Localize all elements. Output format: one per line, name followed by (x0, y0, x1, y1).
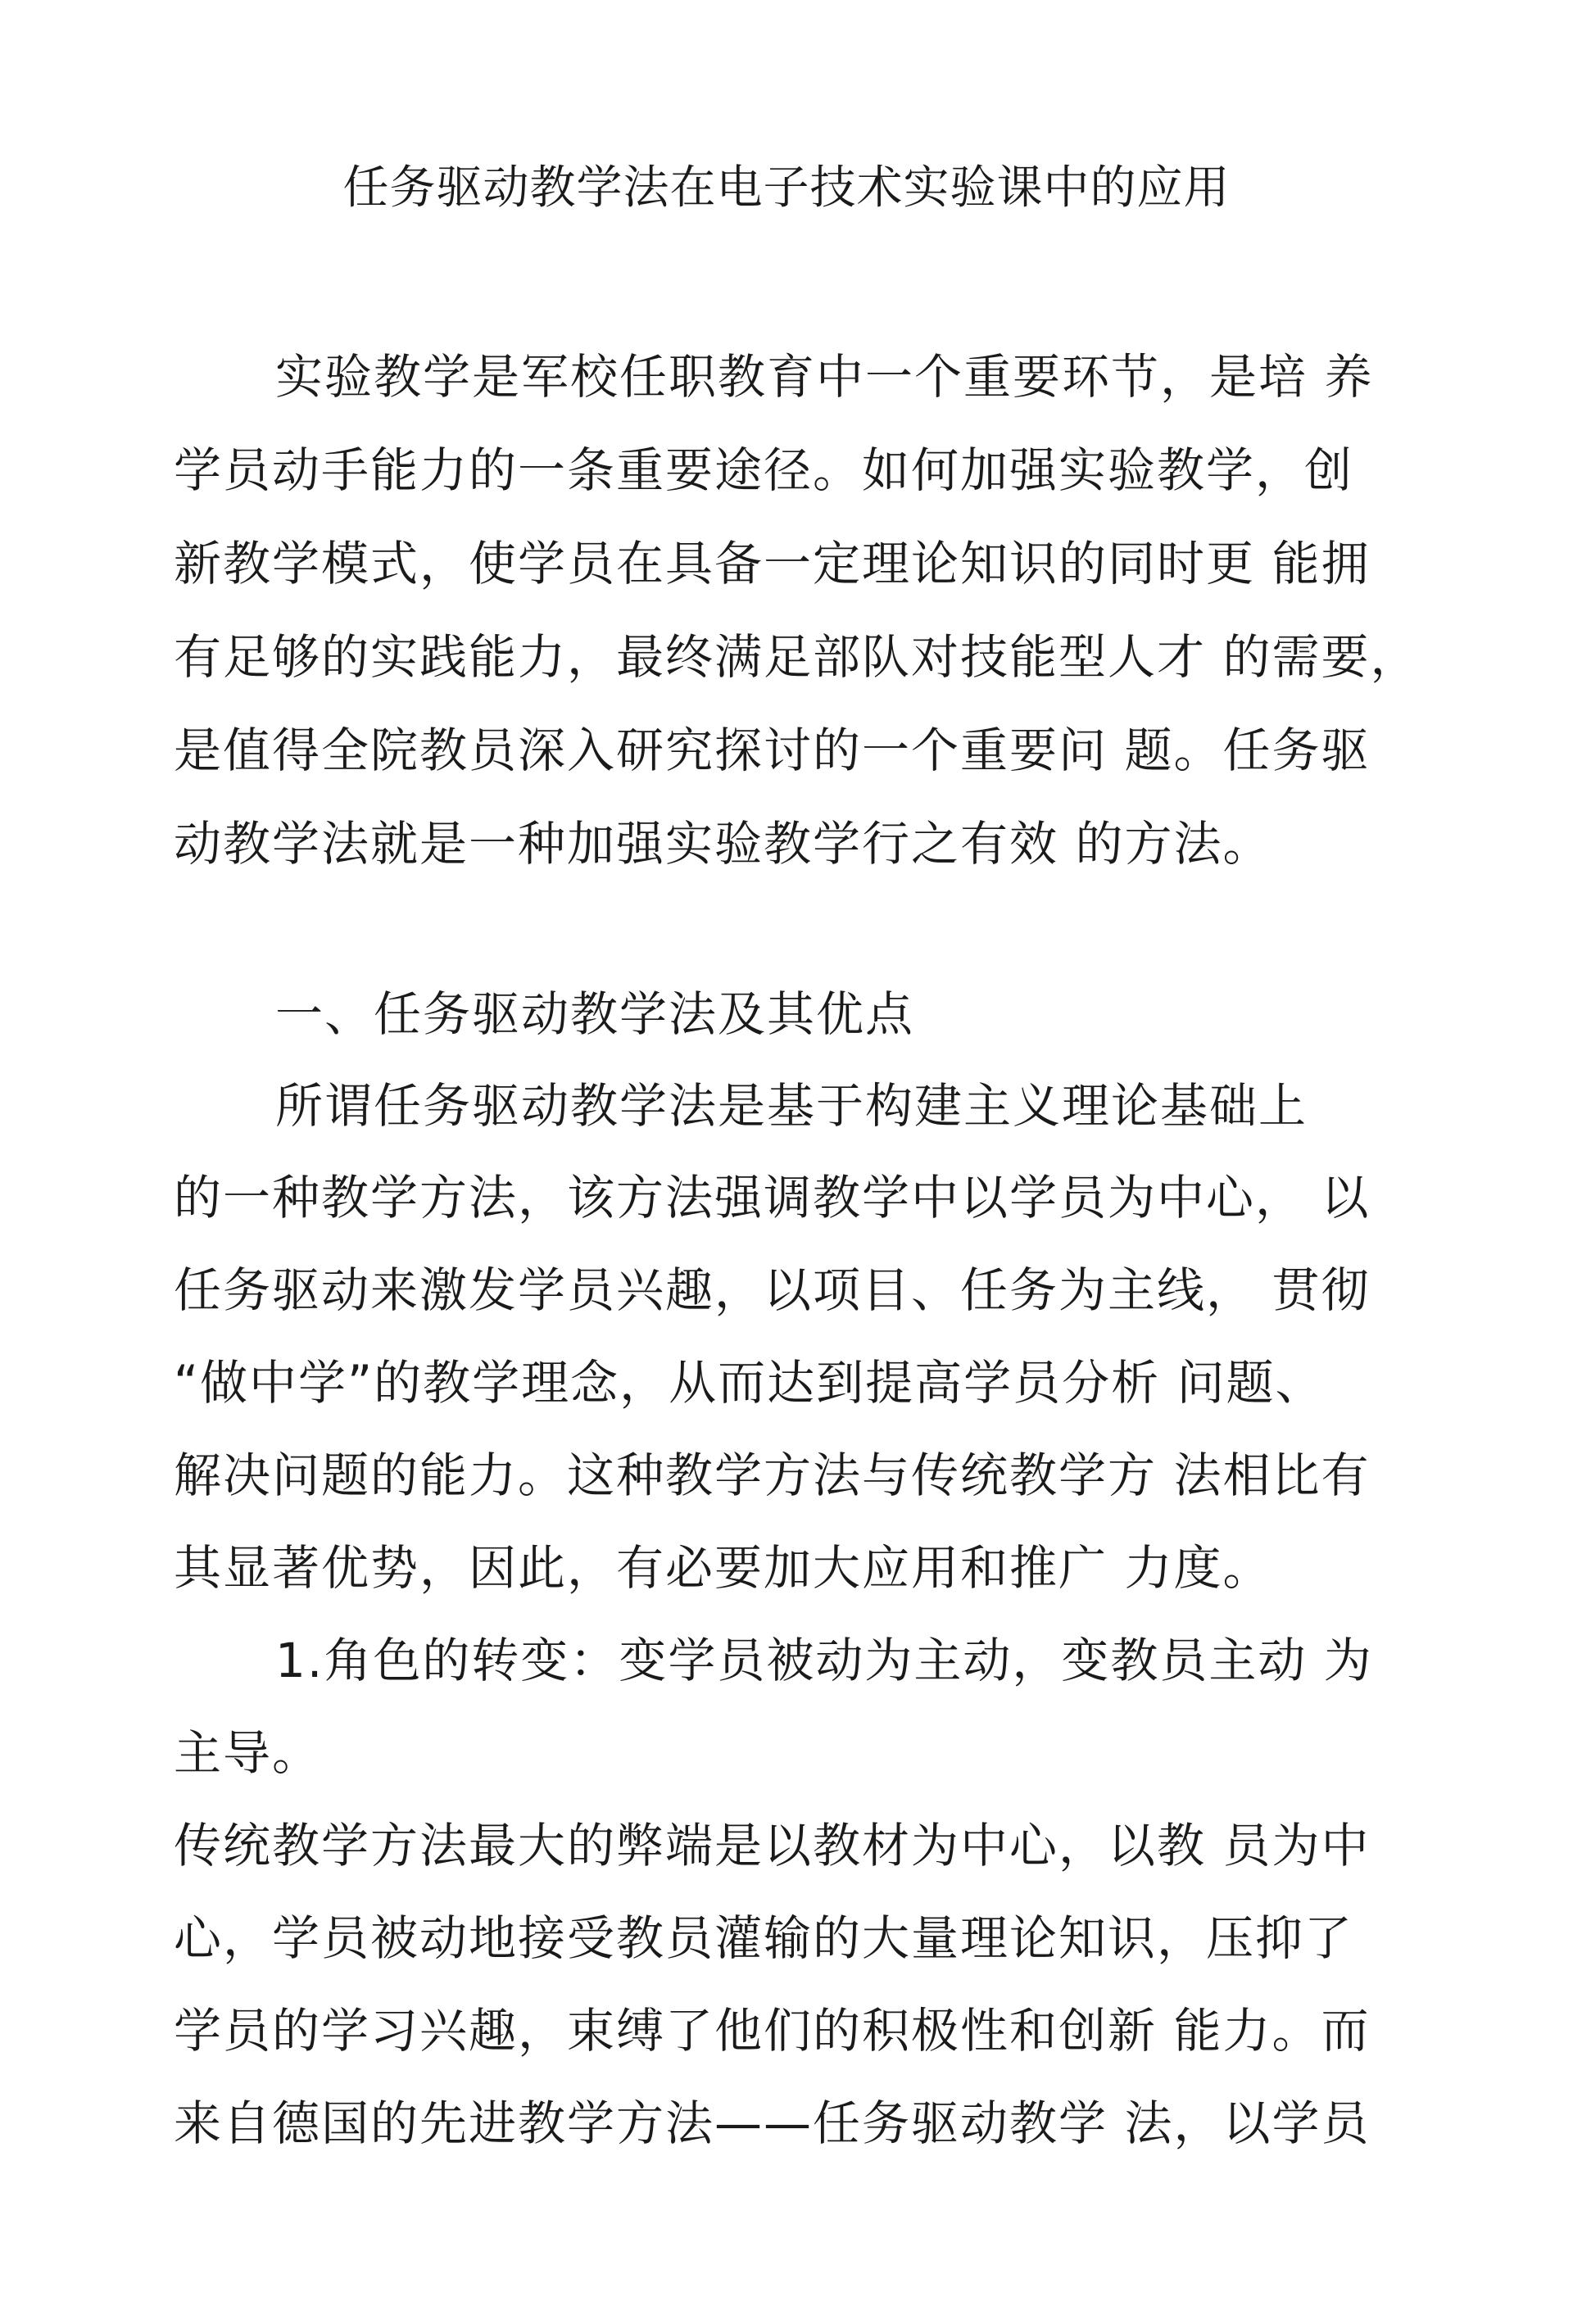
paragraph-line: 学员的学习兴趣，束缚了他们的积极性和创新 能力。而 (174, 2003, 1371, 2059)
paragraph-line: “做中学”的教学理念，从而达到提高学员分析 问题、 (174, 1355, 1325, 1411)
section-heading: 一、任务驱动教学法及其优点 (275, 986, 915, 1042)
paragraph-line: 心，学员被动地接受教员灌输的大量理论知识，压抑了 (174, 1910, 1354, 1966)
paragraph-line: 学员动手能力的一条重要途径。如何加强实验教学，创 (174, 442, 1354, 498)
paragraph-line: 是值得全院教员深入研究探讨的一个重要问 题。任务驱 (174, 723, 1371, 778)
document-title: 任务驱动教学法在电子技术实验课中的应用 (342, 161, 1231, 215)
paragraph-line: 其显著优势，因此，有必要加大应用和推广 力度。 (174, 1540, 1272, 1596)
paragraph-line: 所谓任务驱动教学法是基于构建主义理论基础上 (275, 1078, 1308, 1134)
paragraph-line: 任务驱动来激发学员兴趣，以项目、任务为主线， 贯彻 (174, 1262, 1371, 1318)
paragraph-line: 来自德国的先进教学方法——任务驱动教学 法，以学员 (174, 2095, 1371, 2151)
paragraph-line: 新教学模式，使学员在具备一定理论知识的同时更 能拥 (174, 536, 1371, 591)
paragraph-line: 1.角色的转变：变学员被动为主动，变教员主动 为 (275, 1633, 1373, 1688)
paragraph-line: 实验教学是军校任职教育中一个重要环节，是培 养 (275, 349, 1374, 405)
paragraph-line: 传统教学方法最大的弊端是以教材为中心，以教 员为中 (174, 1818, 1371, 1873)
paragraph-line: 动教学法就是一种加强实验教学行之有效 的方法。 (174, 816, 1272, 872)
paragraph-line: 的一种教学方法，该方法强调教学中以学员为中心， 以 (174, 1170, 1371, 1225)
paragraph-line: 解决问题的能力。这种教学方法与传统教学方 法相比有 (174, 1447, 1371, 1503)
paragraph-line: 主导。 (174, 1725, 322, 1781)
paragraph-line: 有足够的实践能力，最终满足部队对技能型人才 的需要， (174, 629, 1420, 685)
